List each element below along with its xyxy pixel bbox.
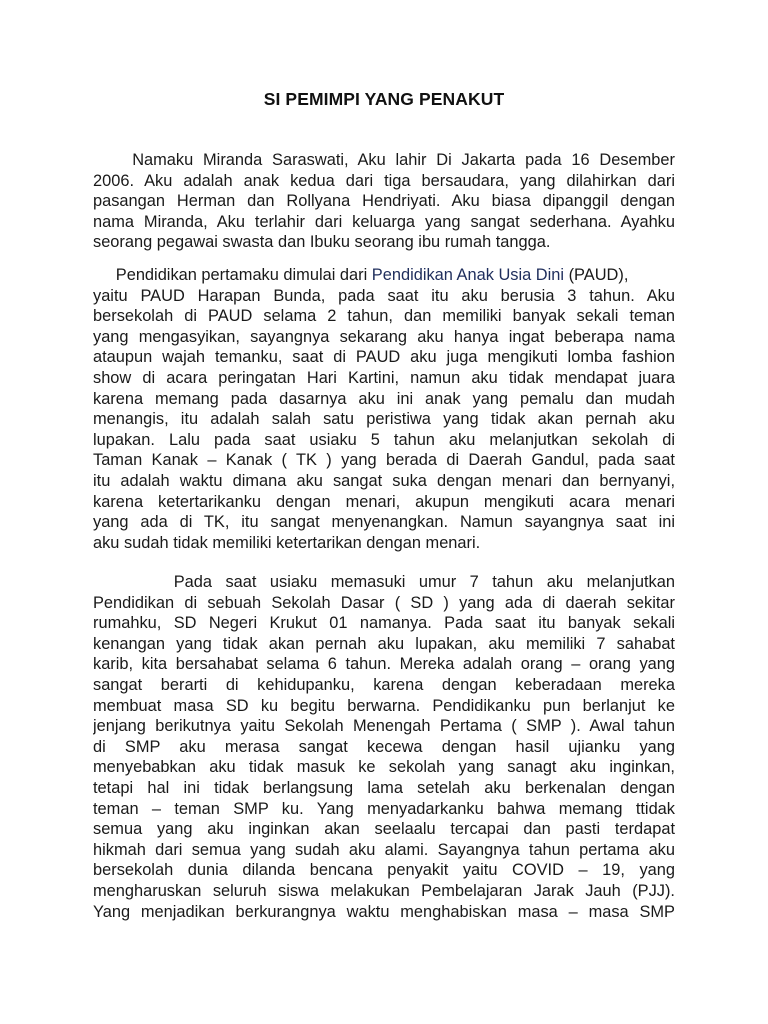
paragraph-line: lupakan. Lalu pada saat usiaku 5 tahun aku melanjutkan sekolah di xyxy=(93,430,675,449)
paragraph-line: sangat berarti di kehidupanku, karena dengan keberadaan mereka xyxy=(93,675,675,694)
paragraph-3 xyxy=(93,572,675,922)
paragraph-1 xyxy=(93,150,675,253)
paragraph-line: Pada saat usiaku memasuki umur 7 tahun aku melanjutkan xyxy=(93,573,675,591)
paragraph-line: seorang pegawai swasta dan Ibuku seorang ibu rumah tangga. xyxy=(93,233,551,252)
paragraph-line: nama Miranda, Aku terlahir dari keluarga yang sangat sederhana. Ayahku xyxy=(93,212,675,231)
paragraph-line: karena ketertarikanku dengan menari, akupun mengikuti acara menari xyxy=(93,492,675,511)
paragraph-line: aku sudah tidak memiliki ketertarikan dengan menari. xyxy=(93,533,481,552)
paragraph-line: yaitu PAUD Harapan Bunda, pada saat itu aku berusia 3 tahun. Aku xyxy=(93,286,675,305)
paragraph-line: karib, kita bersahabat selama 6 tahun. Mereka adalah orang – orang yang xyxy=(93,655,675,674)
paragraph-line: Namaku Miranda Saraswati, Aku lahir Di Jakarta pada 16 Desember xyxy=(93,151,675,169)
paragraph-line: kenangan yang tidak akan pernah aku lupakan, aku memiliki 7 sahabat xyxy=(93,634,675,653)
paragraph-line: rumahku, SD Negeri Krukut 01 namanya. Pada saat itu banyak sekali xyxy=(93,614,675,633)
document-title: SI PEMIMPI YANG PENAKUT xyxy=(263,89,505,109)
paragraph-line: di SMP aku merasa sangat kecewa dengan hasil ujianku yang xyxy=(93,737,675,756)
paragraph-text: (PAUD), xyxy=(564,266,629,284)
paragraph-line: ataupun wajah temanku, saat di PAUD aku juga mengikuti lomba fashion xyxy=(93,348,675,367)
paragraph-line: yang mengasyikan, sayangnya sekarang aku hanya ingat beberapa nama xyxy=(93,327,675,346)
paud-link[interactable]: Pendidikan Anak Usia Dini xyxy=(371,266,565,284)
paragraph-first-line xyxy=(93,265,675,286)
paragraph-line: mengharuskan seluruh siswa melakukan Pembelajaran Jarak Jauh (PJJ). xyxy=(93,881,675,900)
paragraph-text: Pendidikan pertamaku dimulai dari xyxy=(93,266,372,284)
paragraph-line: bersekolah dunia dilanda bencana penyakit yaitu COVID – 19, yang xyxy=(93,861,675,880)
paragraph-line: Yang menjadikan berkurangnya waktu menghabiskan masa – masa SMP xyxy=(93,902,675,921)
paragraph-line: Taman Kanak – Kanak ( TK ) yang berada di Daerah Gandul, pada saat xyxy=(93,451,675,470)
paragraph-line: show di acara peringatan Hari Kartini, namun aku tidak mendapat juara xyxy=(93,368,675,387)
paragraph-line: pasangan Herman dan Rollyana Hendriyati. Aku biasa dipanggil dengan xyxy=(93,192,675,211)
paragraph-line: tetapi hal ini tidak berlangsung lama setelah aku berkenalan dengan xyxy=(93,778,675,797)
paragraph-line: yang ada di TK, itu sangat menyenangkan. Namun sayangnya saat ini xyxy=(93,513,675,532)
paragraph-line: karena memang pada dasarnya aku ini anak yang pemalu dan mudah xyxy=(93,389,675,408)
paragraph-line: bersekolah di PAUD selama 2 tahun, dan memiliki banyak sekali teman xyxy=(93,307,675,326)
paragraph-line: menyebabkan aku tidak masuk ke sekolah yang sanagt aku inginkan, xyxy=(93,758,675,777)
paragraph-line: hikmah dari semua yang sudah aku alami. Sayangnya tahun pertama aku xyxy=(93,840,675,859)
paragraph-line: membuat masa SD ku begitu berwarna. Pendidikanku pun berlanjut ke xyxy=(93,696,675,715)
paragraph-2 xyxy=(93,265,675,553)
paragraph-line: jenjang berikutnya yaitu Sekolah Menengah Pertama ( SMP ). Awal tahun xyxy=(93,717,675,736)
paragraph-line: teman – teman SMP ku. Yang menyadarkanku bahwa memang ttidak xyxy=(93,799,675,818)
paragraph-line: 2006. Aku adalah anak kedua dari tiga bersaudara, yang dilahirkan dari xyxy=(93,171,675,190)
paragraph-line: itu adalah waktu dimana aku sangat suka dengan menari dan bernyanyi, xyxy=(93,471,675,490)
paragraph-line: Pendidikan di sebuah Sekolah Dasar ( SD ) yang ada di daerah sekitar xyxy=(93,593,675,612)
paragraph-line: semua yang aku inginkan akan seelaalu tercapai dan pasti terdapat xyxy=(93,820,675,839)
paragraph-line: menangis, itu adalah salah satu peristiwa yang tidak akan pernah aku xyxy=(93,410,675,429)
